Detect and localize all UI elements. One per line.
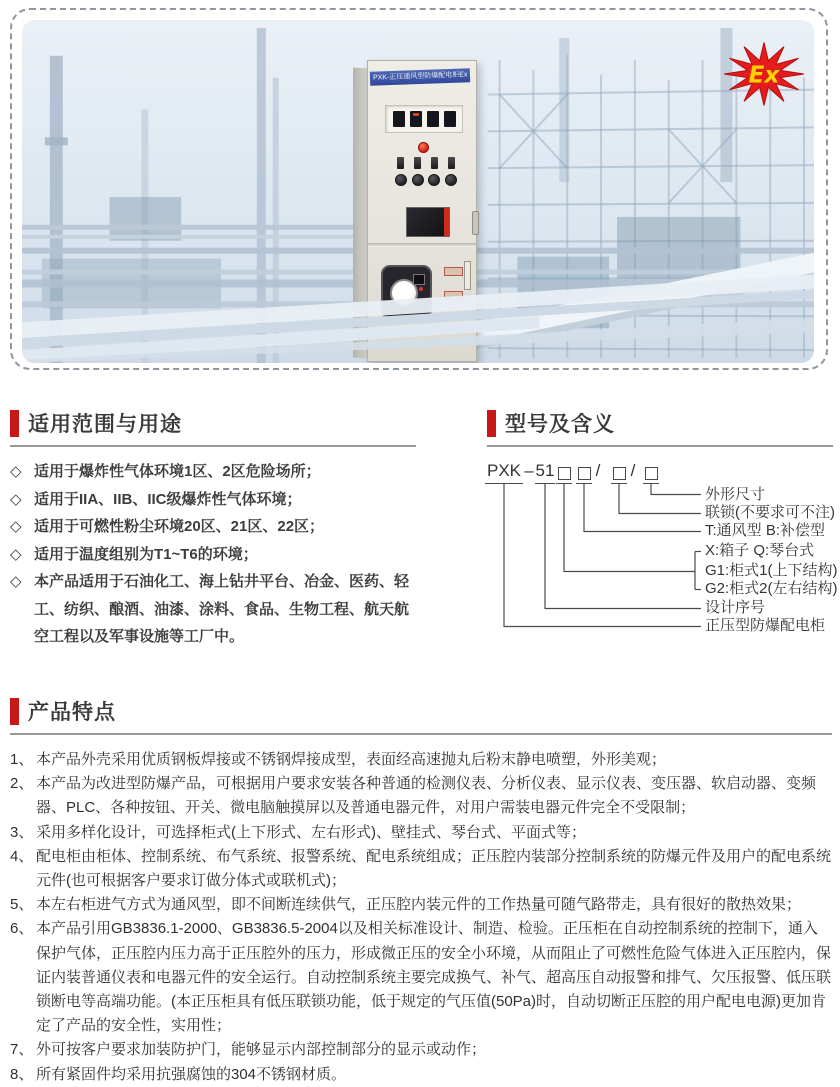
cabinet-switch: [414, 157, 421, 169]
model-label-design-serial: 设计序号: [705, 599, 766, 616]
feature-item: [10, 821, 832, 845]
cabinet-knob: [395, 174, 407, 186]
feature-text: 所有紧固件均采用抗强腐蚀的304不锈钢材质。: [36, 1065, 347, 1083]
red-bar-icon: [10, 698, 19, 725]
scope-item-text: 适用于爆炸性气体环境1区、2区危险场所；: [34, 463, 321, 480]
small-meter: [413, 274, 425, 285]
feature-text: 本产品引用GB3836.1-2000、GB3836.5-2004以及相关标准设计、制造、检验。正压柜在自动控制系统的控制下，通入保护气体，正压腔内压力高于正压腔外的压力，形成微正压的安全小环境，从而阻止了可燃性危险气体进入正压腔内，保证内装普通仪表和电器元件的安全运行。自动控制系统主要完成换气、补气、超高压自动报警和排气、欠压报警、低压联锁断电等高端功能。(本正压柜具有低压联锁功能，低于规定的气压值(50Pa)时，自动切断正压腔的用户配电电源)更加肯定了产品的安全性，实用性；: [36, 920, 832, 1035]
cabinet-pilot-lamp: [418, 142, 429, 153]
scope-item: [10, 486, 416, 514]
feature-text: 外可按客户要求加装防护门，能够显示内部控制部分的显示或动作；: [36, 1041, 487, 1059]
red-bar-icon: [487, 410, 496, 437]
section-features: [10, 696, 832, 1087]
scope-item-text: 本产品适用于石油化工、海上钻井平台、冶金、医药、轻工、纺织、酿酒、油漆、涂料、食品、生物工程、航天航空工程以及军事设施等工厂中。: [34, 573, 410, 645]
feature-number: 2、: [10, 775, 34, 793]
model-label-interlock: 联锁(不要求可不注): [705, 504, 835, 521]
cabinet-controller-window: [410, 111, 422, 127]
model-slash: /: [595, 461, 601, 480]
feature-number: 7、: [10, 1041, 34, 1059]
scope-list: [10, 458, 416, 651]
diamond-bullet-icon: ◇: [10, 518, 22, 535]
small-indicator-lamp: [419, 287, 423, 291]
feature-number: 6、: [10, 920, 34, 938]
cabinet-switch: [397, 157, 404, 169]
cabinet-display-red-stripe: [444, 208, 449, 236]
feature-item: [10, 893, 832, 917]
model-slash: /: [630, 461, 636, 480]
feature-text: 采用多样化设计，可选择柜式(上下形式、左右形式)、壁挂式、琴台式、平面式等；: [36, 823, 586, 841]
hero-photo-frame: [10, 8, 828, 370]
feature-text: 配电柜由柜体、控制系统、布气系统、报警系统、配电系统组成；正压腔内装部分控制系统的防爆元件及用户的配电系统元件(也可根据客户要求订做分体式或联机式)；: [36, 847, 832, 890]
feature-number: 5、: [10, 896, 34, 914]
features-header: [10, 696, 832, 735]
diamond-bullet-icon: ◇: [10, 463, 22, 480]
feature-item: [10, 1038, 832, 1062]
scope-item: [10, 513, 416, 541]
cabinet-knob: [428, 174, 440, 186]
cabinet-product-photo: [353, 60, 477, 362]
cabinet-instrument-panel: [385, 105, 463, 133]
model-label-cabinet1: G1:柜式1(上下结构): [705, 562, 838, 579]
ex-logo-text: Ex: [748, 62, 780, 89]
model-dash: –: [524, 461, 534, 480]
model-box-type: [576, 461, 592, 484]
cabinet-label-plate: [444, 291, 463, 300]
cabinet-main-display: [406, 207, 450, 237]
model-label-vent-type: T:通风型 B:补偿型: [705, 522, 826, 539]
feature-number: 3、: [10, 823, 34, 841]
cabinet-switch: [448, 157, 455, 169]
model-header: [487, 408, 833, 447]
model-series-number: 51: [535, 461, 555, 484]
features-list: [10, 748, 832, 1087]
industrial-plant-photo: [22, 20, 814, 363]
features-title: 产品特点: [28, 701, 116, 724]
cabinet-door-handle: [472, 211, 479, 235]
model-box-size: [643, 461, 659, 484]
scope-item-text: 适用于温度组别为T1~T6的环境；: [34, 545, 258, 563]
diamond-bullet-icon: ◇: [10, 490, 22, 508]
feature-item: [10, 917, 832, 1038]
cabinet-display-window: [393, 111, 405, 127]
cabinet-switch-row: [397, 157, 455, 169]
scope-item-text: 适用于IIA、IIB、IIC级爆炸性气体环境；: [34, 490, 302, 508]
cabinet-porthole-window: [381, 265, 432, 319]
cabinet-front-panel: [367, 60, 477, 362]
scope-item: [10, 568, 416, 651]
section-scope: [10, 408, 416, 651]
scope-item-text: 适用于可燃性粉尘环境20区、21区、22区；: [34, 518, 325, 535]
model-prefix: PXK: [485, 461, 523, 484]
cabinet-display-window: [427, 111, 439, 127]
model-title: 型号及含义: [505, 413, 615, 436]
model-box-interlock: [611, 461, 627, 484]
model-label-product-name: 正压型防爆配电柜: [705, 617, 826, 634]
cabinet-label-plate: [444, 267, 463, 276]
diamond-bullet-icon: ◇: [10, 545, 22, 563]
cabinet-side-panel: [353, 67, 368, 358]
cabinet-nameplate: [370, 68, 470, 85]
cabinet-switch: [431, 157, 438, 169]
ex-starburst-logo: [722, 40, 806, 108]
cabinet-knob-row: [395, 174, 457, 186]
cabinet-display-window: [444, 111, 456, 127]
cabinet-nameplate-text: PXK-正压通风型防爆配电柜: [372, 71, 460, 82]
diamond-bullet-icon: ◇: [10, 573, 22, 590]
feature-text: 本产品为改进型防爆产品，可根据用户要求安装各种普通的检测仪表、分析仪表、显示仪表、变压器、软启动器、变频器、PLC、各种按钮、开关、微电脑触摸屏以及普通电器元件，对用户需装电器元件完全不受限制；: [36, 775, 817, 817]
scope-title: 适用范围与用途: [28, 413, 182, 436]
red-bar-icon: [10, 410, 19, 437]
scope-header: [10, 408, 416, 447]
model-label-cabinet2: G2:柜式2(左右结构): [705, 580, 838, 597]
scope-item: [10, 458, 416, 486]
feature-item: [10, 748, 832, 772]
section-model-meaning: [486, 408, 838, 653]
feature-number: 1、: [10, 751, 34, 768]
cabinet-nameplate-ex: Ex: [459, 71, 468, 79]
feature-item: [10, 1063, 832, 1087]
feature-text: 本产品外壳采用优质钢板焊接或不锈钢焊接成型，表面经高速抛丸后粉末静电喷塑，外形美观；: [36, 751, 667, 768]
cabinet-knob: [445, 174, 457, 186]
cabinet-knob: [412, 174, 424, 186]
cabinet-vent-slot: [464, 261, 471, 290]
model-label-dimensions: 外形尺寸: [705, 486, 766, 503]
scope-item: [10, 541, 416, 569]
feature-number: 8、: [10, 1065, 34, 1083]
model-code-diagram: [486, 461, 838, 653]
feature-item: [10, 845, 832, 893]
feature-number: 4、: [10, 847, 34, 865]
model-label-box-style: X:箱子 Q:琴台式: [705, 542, 815, 559]
feature-item: [10, 772, 832, 820]
feature-text: 本左右柜进气方式为通风型，即不间断连续供气，正压腔内装元件的工作热量可随气路带走，具有很好的散热效果；: [36, 896, 802, 914]
cabinet-divider-seam: [368, 243, 476, 247]
model-box-structure: [556, 461, 572, 484]
